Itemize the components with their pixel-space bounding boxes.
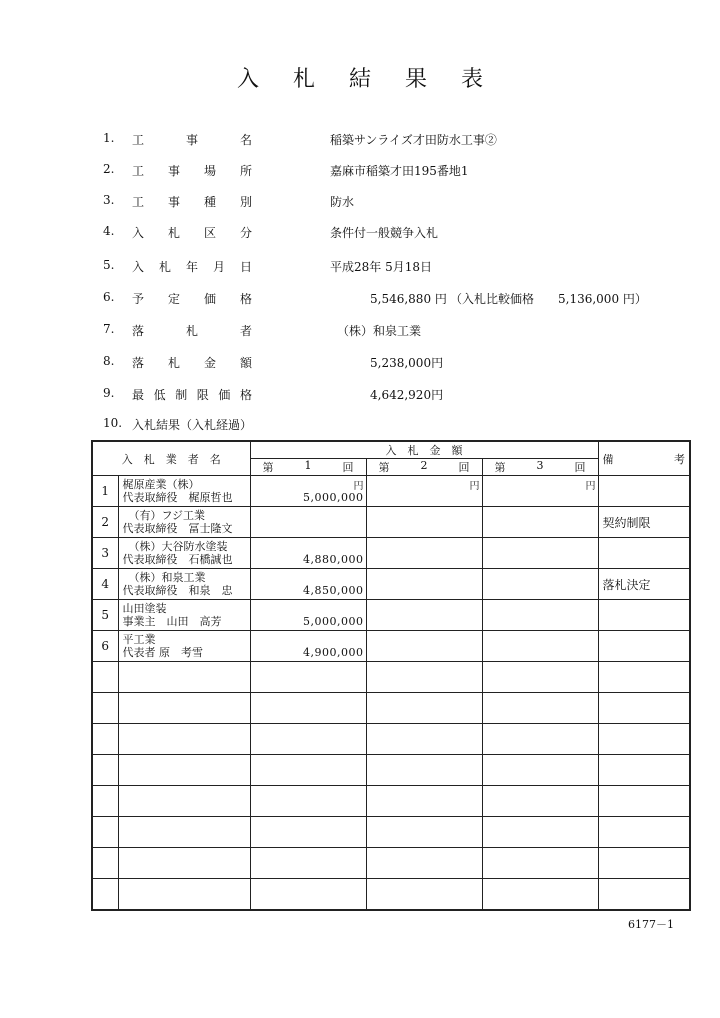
info-item	[0, 416, 720, 436]
round-3-amount	[482, 507, 598, 538]
round-1-amount	[250, 879, 366, 911]
round-1-amount: 4,880,000	[250, 538, 366, 569]
item-number: 8.	[103, 354, 115, 368]
info-item	[0, 322, 720, 342]
round-2-amount	[366, 476, 482, 507]
table-row	[92, 693, 690, 724]
remark	[598, 538, 690, 569]
bidder-name	[118, 693, 250, 724]
round-1-amount	[250, 817, 366, 848]
remark	[598, 817, 690, 848]
round-1-amount: 5,000,000	[250, 600, 366, 631]
remark	[598, 476, 690, 507]
remark	[598, 724, 690, 755]
bidder-name	[118, 848, 250, 879]
row-number	[92, 693, 118, 724]
remark	[598, 662, 690, 693]
info-item	[0, 258, 720, 278]
table-row	[92, 662, 690, 693]
round-2-amount	[366, 848, 482, 879]
item-number: 6.	[103, 290, 115, 304]
bidder-company: （株）和泉工業	[128, 571, 206, 584]
remark: 落札決定	[598, 569, 690, 600]
round-1-header: 第 1 回	[250, 459, 366, 476]
round-2-amount	[366, 631, 482, 662]
bidder-representative: 代表取締役 梶原哲也	[122, 491, 233, 504]
bidder-name	[118, 786, 250, 817]
item-number: 3.	[103, 193, 115, 207]
remark	[598, 786, 690, 817]
bidder-header: 入 札 業 者 名	[92, 441, 250, 476]
info-item	[0, 290, 720, 310]
item-value: 防水	[330, 195, 355, 209]
amount-header: 入 札 金 額	[250, 441, 598, 459]
yen-unit: 円	[353, 481, 364, 492]
round-1-amount	[250, 848, 366, 879]
round-2-amount	[366, 569, 482, 600]
bidder-name	[118, 755, 250, 786]
round-3-header: 第 3 回	[482, 459, 598, 476]
item-value: 嘉麻市稲築才田195番地1	[330, 164, 469, 178]
round-1-amount	[250, 786, 366, 817]
row-number	[92, 786, 118, 817]
item-label: 予 定 価 格	[132, 292, 252, 306]
table-row	[92, 631, 690, 662]
item-number: 10.	[103, 416, 123, 430]
round-2-amount	[366, 879, 482, 911]
round-3-amount	[482, 879, 598, 911]
row-number	[92, 755, 118, 786]
info-item	[0, 193, 720, 213]
item-label: 工 事 場 所	[132, 164, 252, 178]
round-2-amount	[366, 724, 482, 755]
table-row	[92, 569, 690, 600]
info-item	[0, 162, 720, 182]
round-3-amount	[482, 476, 598, 507]
bidder-name	[118, 538, 250, 569]
item-label: 入札結果（入札経過）	[132, 418, 253, 432]
round-1-amount	[250, 693, 366, 724]
row-number: 3	[92, 538, 118, 569]
bidder-representative: 代表取締役 和泉 忠	[122, 584, 233, 597]
bidder-name	[118, 569, 250, 600]
table-row	[92, 538, 690, 569]
bidder-company: 山田塗装	[122, 602, 167, 615]
row-number	[92, 662, 118, 693]
round-2-amount	[366, 662, 482, 693]
round-3-amount	[482, 662, 598, 693]
round-3-amount	[482, 755, 598, 786]
bidder-company: （有）フジ工業	[128, 509, 206, 522]
round-3-amount	[482, 817, 598, 848]
info-item	[0, 224, 720, 244]
bidder-representative: 事業主 山田 高芳	[122, 615, 222, 628]
item-number: 5.	[103, 258, 115, 272]
bid-results-table	[91, 440, 691, 911]
row-number: 6	[92, 631, 118, 662]
round-3-amount	[482, 600, 598, 631]
yen-unit: 円	[469, 481, 480, 492]
round-3-amount	[482, 631, 598, 662]
remark	[598, 693, 690, 724]
bidder-representative: 代表者 原 考雪	[122, 646, 203, 659]
item-value: 4,642,920円	[370, 388, 444, 402]
item-value: 5,238,000円	[370, 356, 444, 370]
round-3-amount	[482, 848, 598, 879]
remarks-header: 備 考	[598, 441, 690, 476]
round-1-amount	[250, 724, 366, 755]
item-value: 平成28年 5月18日	[330, 260, 432, 274]
row-number	[92, 848, 118, 879]
round-3-amount	[482, 538, 598, 569]
row-number	[92, 724, 118, 755]
bidder-company: 平工業	[122, 633, 156, 646]
item-label: 入 札 年 月 日	[132, 260, 252, 274]
row-number: 4	[92, 569, 118, 600]
table-row	[92, 879, 690, 911]
item-number: 7.	[103, 322, 115, 336]
remark	[598, 879, 690, 911]
info-item	[0, 131, 720, 151]
table-row	[92, 600, 690, 631]
item-number: 9.	[103, 386, 115, 400]
item-label: 入 札 区 分	[132, 226, 252, 240]
bidder-representative: 代表取締役 石橋誠也	[122, 553, 233, 566]
bidder-company: 梶原産業（株）	[122, 478, 200, 491]
item-label: 最 低 制 限 価 格	[132, 388, 252, 402]
round-2-amount	[366, 538, 482, 569]
round-2-amount	[366, 693, 482, 724]
item-number: 1.	[103, 131, 115, 145]
row-number	[92, 817, 118, 848]
row-number	[92, 879, 118, 911]
remark: 契約制限	[598, 507, 690, 538]
round-2-header: 第 2 回	[366, 459, 482, 476]
comparison-price-note: （入札比較価格 5,136,000 円）	[450, 292, 647, 306]
bidder-name	[118, 600, 250, 631]
round-1-amount: 円 5,000,000	[250, 476, 366, 507]
round-3-amount	[482, 569, 598, 600]
info-item	[0, 354, 720, 374]
round-1-amount	[250, 662, 366, 693]
table-row	[92, 724, 690, 755]
round-3-amount	[482, 786, 598, 817]
table-row	[92, 786, 690, 817]
bidder-name	[118, 817, 250, 848]
item-label: 工 事 種 別	[132, 195, 252, 209]
bidder-representative: 代表取締役 冨士隆文	[122, 522, 233, 535]
bidder-name	[118, 662, 250, 693]
table-row	[92, 848, 690, 879]
remark	[598, 600, 690, 631]
round-1-amount: 4,900,000	[250, 631, 366, 662]
row-number: 2	[92, 507, 118, 538]
table-row	[92, 476, 690, 507]
page-title: 入札結果表	[236, 67, 517, 92]
item-value: 5,546,880 円	[370, 292, 447, 306]
item-value: 条件付一般競争入札	[330, 226, 439, 240]
row-number: 5	[92, 600, 118, 631]
round-3-amount	[482, 724, 598, 755]
row-number: 1	[92, 476, 118, 507]
info-item	[0, 386, 720, 406]
round-2-amount	[366, 786, 482, 817]
item-number: 2.	[103, 162, 115, 176]
round-2-amount	[366, 507, 482, 538]
remark	[598, 848, 690, 879]
item-label: 工 事 名	[132, 133, 252, 147]
round-2-amount	[366, 817, 482, 848]
round-2-amount	[366, 600, 482, 631]
yen-unit: 円	[585, 481, 596, 492]
bidder-company: （株）大谷防水塗装	[128, 540, 228, 553]
bidder-name	[118, 507, 250, 538]
item-value: 稲築サンライズ才田防水工事②	[330, 133, 497, 147]
table-row	[92, 507, 690, 538]
bidder-name	[118, 631, 250, 662]
table-row	[92, 817, 690, 848]
round-1-amount: 4,850,000	[250, 569, 366, 600]
round-2-amount	[366, 755, 482, 786]
page-footer-code: 6177－1	[628, 918, 674, 931]
bidder-name	[118, 476, 250, 507]
bidder-name	[118, 724, 250, 755]
remark	[598, 631, 690, 662]
item-value: （株）和泉工業	[337, 324, 422, 338]
round-1-amount	[250, 507, 366, 538]
remark	[598, 755, 690, 786]
item-number: 4.	[103, 224, 115, 238]
bidder-name	[118, 879, 250, 911]
table-row	[92, 755, 690, 786]
round-3-amount	[482, 693, 598, 724]
round-1-amount	[250, 755, 366, 786]
item-label: 落 札 金 額	[132, 356, 252, 370]
item-label: 落 札 者	[132, 324, 252, 338]
